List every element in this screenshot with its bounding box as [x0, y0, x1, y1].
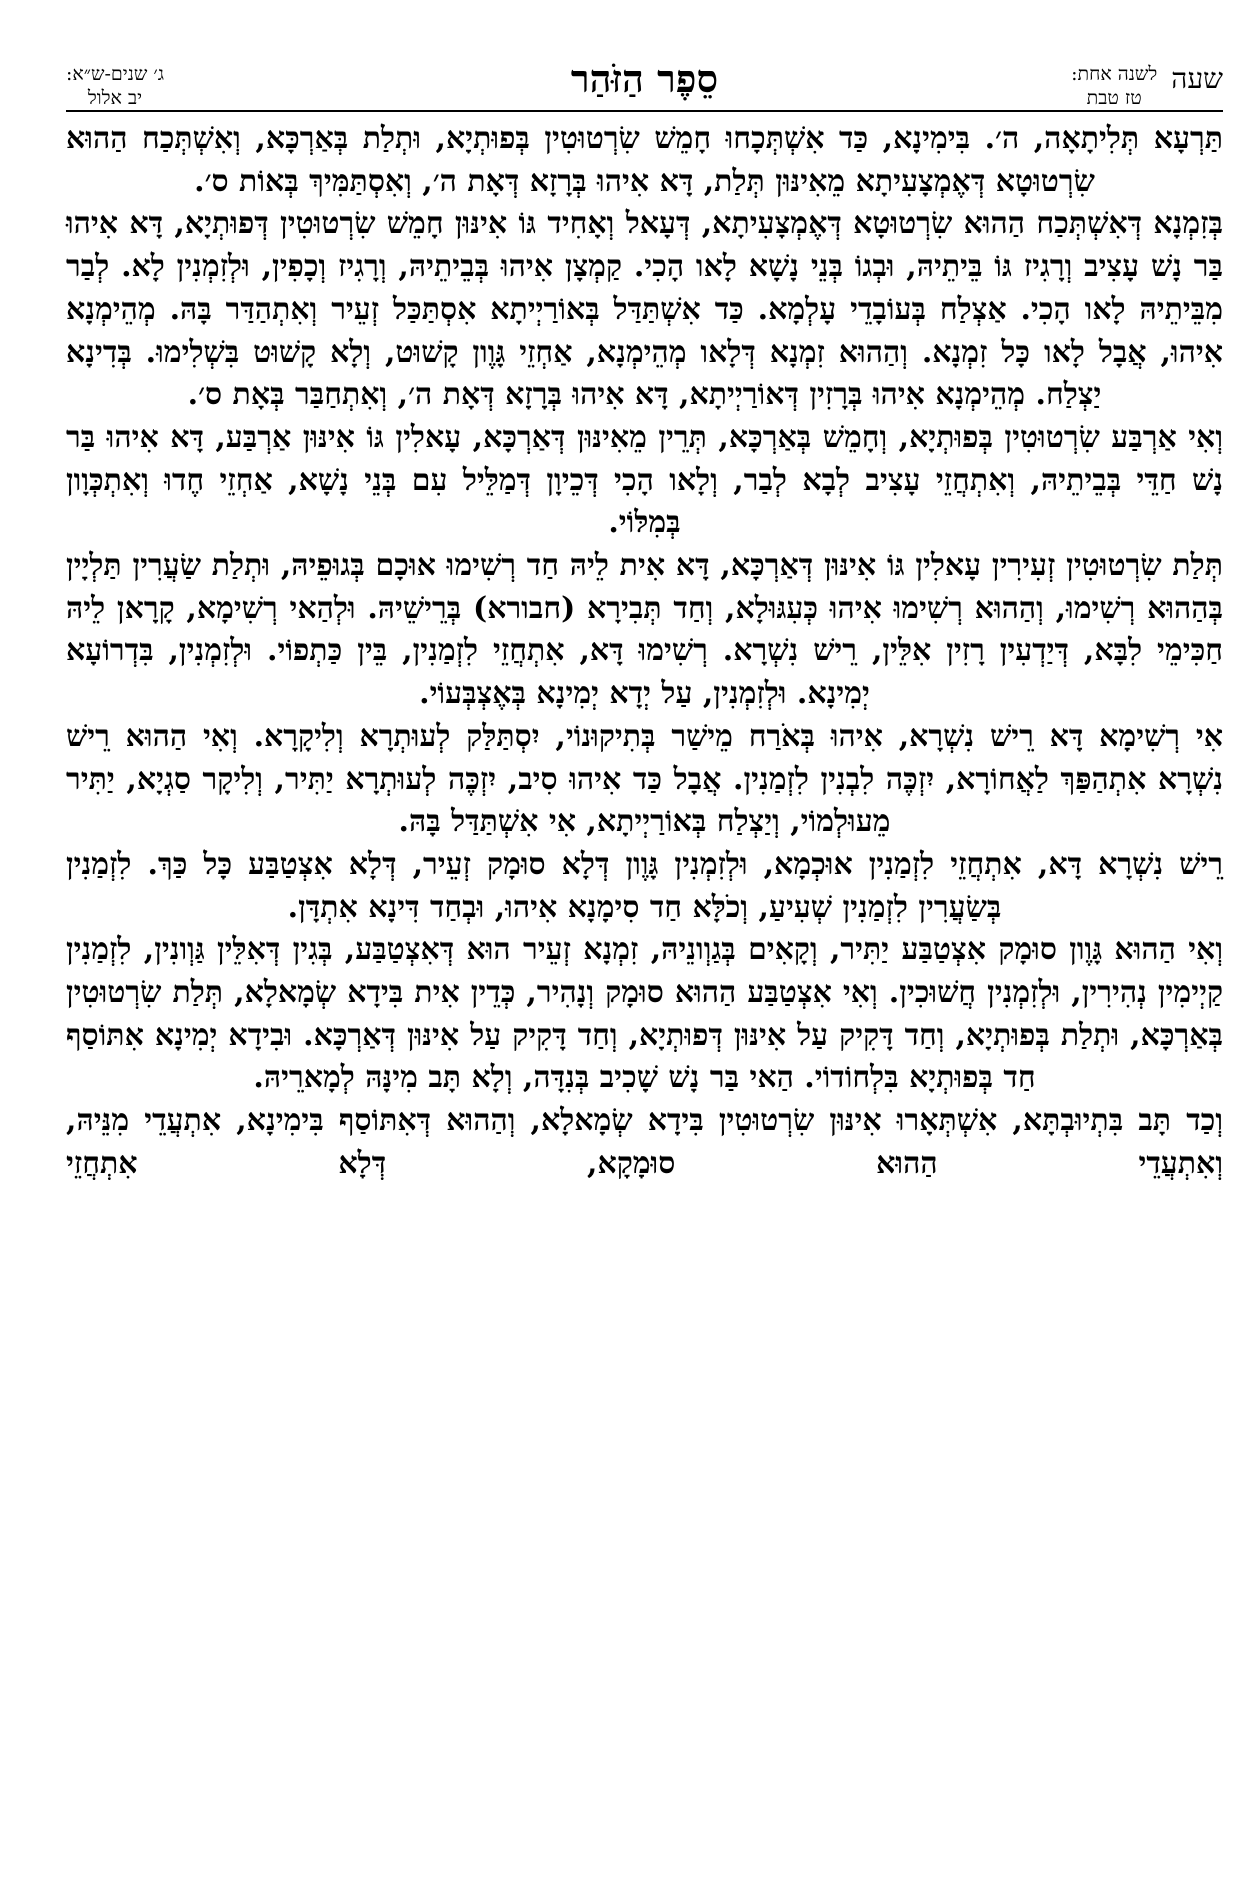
header-one-year-date: טז טבת — [1086, 87, 1142, 109]
header-rule — [66, 110, 1223, 112]
paragraph-6: רֵישׁ נִשְׁרָא דָּא, אִתְחֲזֵי לִזְמַנִין אוּכְמָא, וּלְזִמְנִין גָּוֶון דְּלָא סוּמָק זְעֵיר, דְּלָא אִצְטַבַּע כָּל כַּךְ. לִזְמַנִין בְּשַׂעֲרִין לִזְמַנִין שְׁעִיעַ, וְכֹלָּא חַד סִימָנָא אִיהוּ, וּבְחַד דִּינָא אִתְדָּן. — [66, 846, 1223, 925]
paragraph-8: וְכַד תָּב בִּתְיוּבְתָּא, אִשְׁתְּאָרוּ אִינּוּן שִׂרְטוּטִין בִּידָא שְׂמָאלָא, וְהַהוּא דְּאִתּוֹסַף בִּימִינָא, אִתְעֲדֵי מִנֵּיהּ, וְאִתְעֲדֵי הַהוּא סוּמָקָא, דְּלָא אִתְחֲזֵי — [66, 1103, 1223, 1181]
header-three-year-schedule — [66, 62, 164, 110]
header-three-year-date: יב אלול — [87, 87, 143, 109]
body-text — [66, 118, 1223, 1186]
header-one-year-label: לשנה אחת: — [1071, 63, 1158, 85]
header-three-year-label: ג׳ שנים-ש״א: — [66, 63, 165, 85]
paragraph-2: בְּזִמְנָא דְּאִשְׁתְּכַח הַהוּא שִׂרְטוּטָא דְּאֶמְצָעִיתָא, דְּעָאל וְאָחִיד גּוֹ אִינּוּן חָמֵשׁ שִׂרְטוּטִין דְּפוּתְיָא, דָּא אִיהוּ בַּר נָשׁ עָצִיב וְרָגִיז גּוֹ בֵּיתֵיהּ, וּבְגוֹ בְּנֵי נָשָׁא לָאו הָכִי. קַמְצָן אִיהוּ בְּבֵיתֵיהּ, וְרָגִיז וְכָפִין, וּלְזִמְנִין לָא. לְבַר מִבֵּיתֵיהּ לָאו הָכִי. אַצְלַח בְּעוֹבָדֵי עָלְמָא. כַּד אִשְׁתַּדַּל בְּאוֹרַיְיתָא אִסְתַּכַּל זְעֵיר וְאִתְהַדַּר בָּהּ. מְהֵימְנָא אִיהוּ, אֲבָל לָאו כָּל זִמְנָא. וְהַהוּא זִמְנָא דְּלָאו מְהֵימְנָא, אַחְזֵי גָּוֶון קָשׁוּט, וְלָא קָשׁוּט בִּשְׁלִימוּ. בְּדִינָא יַצְלַח. מְהֵימְנָא אִיהוּ בְּרָזִין דְּאוֹרַיְיתָא, דָּא אִיהוּ בְּרָזָא דְּאָת ה׳, וְאִתְחַבַּר בְּאָת ס׳. — [66, 206, 1223, 413]
paragraph-3: וְאִי אַרְבַּע שִׂרְטוּטִין בְּפוּתְיָא, וְחָמֵשׁ בְּאַרְכָּא, תְּרֵין מֵאִינּוּן דְּאַרְכָּא, עָאלִין גּוֹ אִינּוּן אַרְבַּע, דָּא אִיהוּ בַּר נָשׁ חַדֵּי בְּבֵיתֵיהּ, וְאִתְחֲזֵי עָצִיב לְבָא לְבַר, וְלָאו הָכִי דְּכֵיוָן דְּמַלֵּיל עִם בְּנֵי נָשָׁא, אַחְזֵי חֶדוּ וְאִתְכְּוָון בְּמִלּוֹי. — [66, 419, 1223, 541]
page-header — [66, 56, 1223, 112]
paragraph-4: תְּלַת שִׂרְטוּטִין זְעִירִין עָאלִין גּוֹ אִינּוּן דְּאַרְכָּא, דָּא אִית לֵיהּ חַד רְשִׁימוּ אוּכָם בְּגוּפֵיהּ, וּתְלַת שַׂעֲרִין תַּלְיָין בְּהַהוּא רְשִׁימוּ, וְהַהוּא רְשִׁימוּ אִיהוּ כְּעִגּוּלָא, וְחַד תְּבִירָא (חבורא) בְּרֵישֵׁיהּ. וּלְהַאי רְשִׁימָא, קָרָאן לֵיהּ חַכִּימֵי לִבָּא, דְּיַדְעִין רָזִין אִלֵּין, רֵישׁ נִשְׁרָא. רְשִׁימוּ דָּא, אִתְחֲזֵי לִזְמַנִין, בֵּין כַּתְפוֹי. וּלְזִמְנִין, בִּדְרוֹעָא יְמִינָא. וּלְזִמְנִין, עַל יְדָא יְמִינָא בְּאֶצְבְּעוֹי. — [66, 548, 1223, 712]
header-book-title: סֵפֶר הַזֹּהַר — [570, 56, 719, 101]
paragraph-7: וְאִי הַהוּא גָּוֶון סוּמָק אִצְטַבַּע יַתִּיר, וְקָאִים בְּגַוְונֵיהּ, זִמְנָא זְעֵיר הוּא דְּאִצְטַבַּע, בְּגִין דְּאִלֵּין גַּוְונִין, לִזְמַנִין קַיְימִין נְהִירִין, וּלְזִמְנִין חֲשׁוּכִין. וְאִי אִצְטַבַּע הַהוּא סוּמָק וְנָהִיר, כְּדֵין אִית בִּידָא שְׂמָאלָא, תְּלַת שִׂרְטוּטִין בְּאַרְכָּא, וּתְלַת בְּפוּתְיָא, וְחַד דָּקִיק עַל אִינּוּן דְּפוּתְיָא, וְחַד דָּקִיק עַל אִינּוּן דְּאַרְכָּא. וּבִידָא יְמִינָא אִתּוֹסַף חַד בְּפוּתְיָא בִּלְחוֹדוֹי. הַאי בַּר נָשׁ שָׁכִיב בְּנִדָּה, וְלָא תָּב מִינָּהּ לְמָארֵיהּ. — [66, 932, 1223, 1096]
paragraph-1: תַּרְעָא תְּלִיתָאָה, ה׳. בִּימִינָא, כַּד אִשְׁתְּכָחוּ חָמֵשׁ שִׂרְטוּטִין בְּפוּתְיָא, וּתְלַת בְּאַרְכָּא, וְאִשְׁתְּכַח הַהוּא שִׂרְטוּטָא דְּאֶמְצָעִיתָא מֵאִינּוּן תְּלַת, דָּא אִיהוּ בְּרָזָא דְּאָת ה׳, וְאִסְתַּמִּיךְ בְּאוֹת ס׳. — [66, 121, 1223, 199]
paragraph-5: אִי רְשִׁימָא דָּא רֵישׁ נִשְׁרָא, אִיהוּ בְּאֹרַח מֵישַׁר בְּתִיקוּנוֹי, יִסְתַּלַּק לְעוּתְרָא וְלִיקָרָא. וְאִי הַהוּא רֵישׁ נִשְׁרָא אִתְהַפַּךְ לַאֲחוֹרָא, יִזְכֶּה לִבְנִין לִזְמַנִין. אֲבָל כַּד אִיהוּ סִיב, יִזְכֶּה לְעוּתְרָא יַתִּיר, וְלִיקָר סַגְיָא, יַתִּיר מֵעוּלְמוֹי, וְיַצְלַח בְּאוֹרַיְיתָא, אִי אִשְׁתַּדַּל בָּהּ. — [66, 718, 1223, 840]
header-shaah: שעה — [1171, 62, 1223, 95]
